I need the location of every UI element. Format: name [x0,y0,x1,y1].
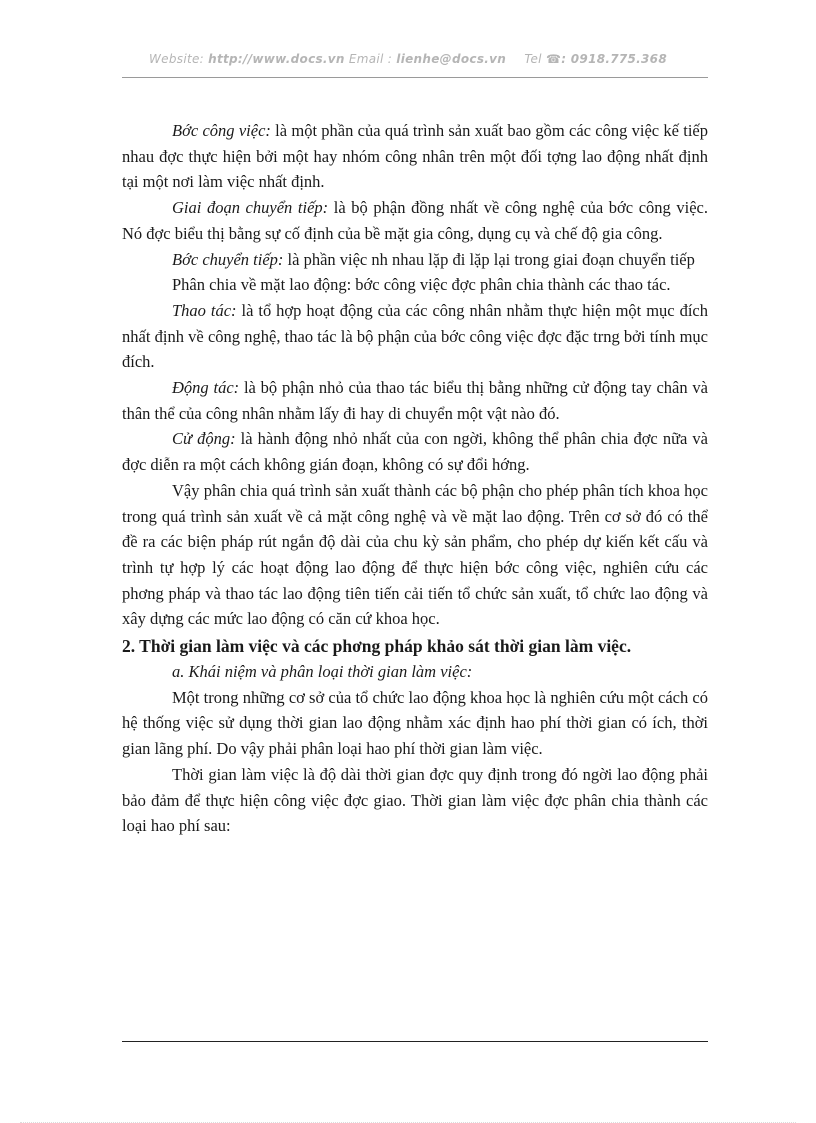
term: Động tác: [172,378,240,398]
website-url[interactable]: http://www.docs.vn [208,52,345,66]
page-header [0,52,816,66]
term: Bớc công việc: [172,121,271,140]
email-label: Email : [348,52,393,66]
document-body [122,118,708,839]
email-value[interactable]: lienhe@docs.vn [396,52,507,66]
header-divider [122,77,708,78]
term: Thao tác: [172,300,237,320]
subheading: a. Khái niệm và phân loại thời gian làm việc: [172,662,473,682]
paragraph: Một trong những cơ sở của tổ chức lao động khoa học là nghiên cứu một cách có hệ thống việc sử dụng thời gian lao động nhằm xác định hao phí thời gian có ích, thời gian lãng phí. Do vậy phải phân loại hao phí thời gian làm việc. [122,687,708,759]
paragraph: Thời gian làm việc là độ dài thời gian đợc quy định trong đó ngời lao động phải bảo đảm để thực hiện công việc đợc giao. Thời gian làm việc đợc phân chia thành các loại hao phí sau: [122,764,708,836]
paragraph-text: Vậy phân chia quá trình sản xuất thành các bộ phận cho phép phân tích khoa học trong quá trình sản xuất về cả mặt công nghệ và về mặt lao động. Trên cơ sở đó có thể đề ra các biện pháp rút ngắn độ dài của chu kỳ sản phẩm, cho phép dự kiến kết cấu và trình tự hợp lý các hoạt động lao động để thực hiện bớc công việc, nghiên cứu các phơng pháp và thao tác lao động tiên tiến cải tiến tổ chức sản xuất, tổ chức lao động và xây dựng các mức lao động có căn cứ khoa học. [122,480,708,629]
paragraph-text: là một phần của quá trình sản xuất bao gồm các công việc kế tiếp nhau đợc thực hiện bởi một hay nhóm công nhân trên một đối tợng lao động nhất định tại một nơi làm việc nhất định. [122,121,708,192]
section-heading: 2. Thời gian làm việc và các phơng pháp khảo sát thời gian làm việc. [122,636,632,657]
term: Bớc chuyển tiếp: [172,249,284,269]
paragraph [122,478,708,632]
paragraph [122,375,708,426]
paragraph [122,247,708,273]
phone-icon: ☎ [545,52,562,66]
tel-label: Tel [524,52,542,66]
paragraph-text: là bộ phận nhỏ của thao tác biểu thị bằng những cử động tay chân và thân thể của công nhân nhằm lấy đi hay di chuyển một vật nào đó. [122,378,708,423]
paragraph-text: là tổ hợp hoạt động của các công nhân nhằm thực hiện một mục đích nhất định về công nghệ, thao tác là bộ phận của bớc công việc đợc đặc trng bởi tính mục đích. [122,300,708,372]
paragraph [122,118,708,195]
paragraph-text: là phần việc nh nhau lặp đi lặp lại trong giai đoạn chuyển tiếp [283,249,695,269]
footer-divider [122,1041,708,1042]
paragraph [122,195,708,246]
paragraph-text: Phân chia về mặt lao động: bớc công việc đợc phân chia thành các thao tác. [172,275,671,295]
paragraph [122,426,708,477]
website-label: Website: [149,52,204,66]
paragraph-text: là hành động nhỏ nhất của con ngời, không thể phân chia đợc nữa và đợc diễn ra một cách không gián đoạn, không có sự đổi hớng. [122,429,708,475]
paragraph [122,298,708,375]
term: Giai đoạn chuyển tiếp: [172,198,329,218]
term: Cử động: [172,429,236,449]
paragraph [122,272,708,298]
paragraph-text: là bộ phận đồng nhất về công nghệ của bớc công việc. Nó đợc biểu thị bằng sự cố định của bề mặt gia công, dụng cụ và chế độ gia công. [122,198,708,243]
tel-value: : 0918.775.368 [561,52,667,66]
